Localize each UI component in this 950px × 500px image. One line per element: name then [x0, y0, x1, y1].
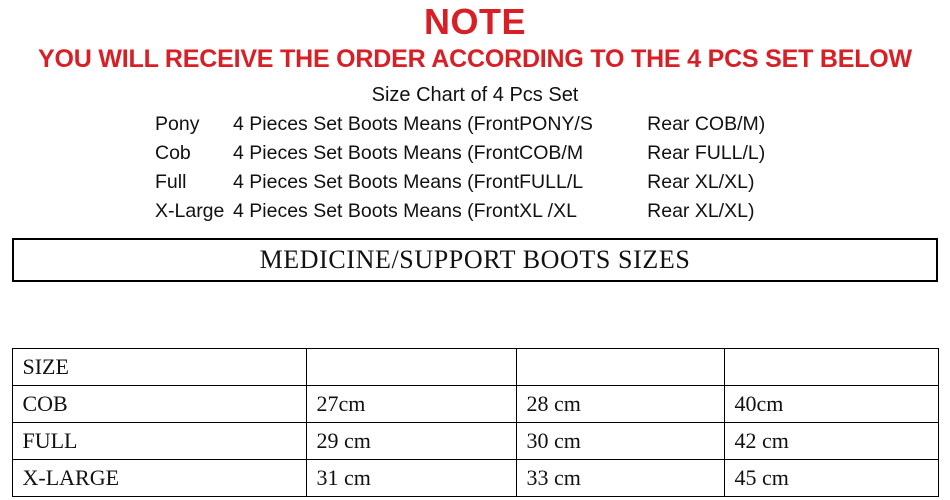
note-title: NOTE [423, 1, 526, 42]
cell-value: 40cm [724, 386, 938, 423]
header-cell-4 [724, 349, 938, 386]
cell-value: 27cm [306, 386, 516, 423]
size-chart-row [155, 139, 795, 168]
header-cell-2 [306, 349, 516, 386]
sizes-table [12, 348, 939, 497]
header-cell-size: SIZE [12, 349, 306, 386]
row-size: X-Large [155, 200, 225, 222]
note-subtitle: YOU WILL RECEIVE THE ORDER ACCORDING TO THE 4 PCS SET BELOW [38, 45, 912, 73]
row-means: 4 Pieces Set Boots Means (Front [233, 113, 520, 135]
row-front: FULL/L [519, 171, 584, 193]
boots-sizes-banner [12, 238, 938, 282]
size-chart-row [155, 197, 795, 226]
cell-value: 29 cm [306, 423, 516, 460]
banner-text: MEDICINE/SUPPORT BOOTS SIZES [259, 245, 691, 274]
cell-value: 28 cm [516, 386, 724, 423]
table-row [12, 386, 938, 423]
cell-value: 31 cm [306, 460, 516, 497]
table-header-row [12, 349, 938, 386]
cell-value: 33 cm [516, 460, 724, 497]
spacer [0, 282, 950, 348]
row-front: COB/M [519, 142, 584, 164]
size-chart-row [155, 110, 795, 139]
row-rear: Rear XL/XL) [647, 200, 755, 222]
cell-value: 30 cm [516, 423, 724, 460]
cell-size: COB [12, 386, 306, 423]
table-row [12, 423, 938, 460]
table-row [12, 460, 938, 497]
row-size: Pony [155, 113, 200, 135]
cell-size: X-LARGE [12, 460, 306, 497]
document-page [0, 2, 950, 500]
size-chart-heading: Size Chart of 4 Pcs Set [371, 84, 579, 106]
row-means: 4 Pieces Set Boots Means (Front [233, 171, 520, 193]
row-rear: Rear XL/XL) [647, 171, 755, 193]
size-chart-rows [155, 110, 795, 226]
row-means: 4 Pieces Set Boots Means (Front [233, 200, 520, 222]
row-front: PONY/S [519, 113, 593, 135]
header-cell-3 [516, 349, 724, 386]
row-front: XL /XL [519, 200, 577, 222]
cell-value: 45 cm [724, 460, 938, 497]
row-means: 4 Pieces Set Boots Means (Front [233, 142, 520, 164]
cell-size: FULL [12, 423, 306, 460]
row-size: Full [155, 171, 187, 193]
row-rear: Rear FULL/L) [647, 142, 766, 164]
row-rear: Rear COB/M) [647, 113, 766, 135]
size-chart-row [155, 168, 795, 197]
row-size: Cob [155, 142, 191, 164]
cell-value: 42 cm [724, 423, 938, 460]
